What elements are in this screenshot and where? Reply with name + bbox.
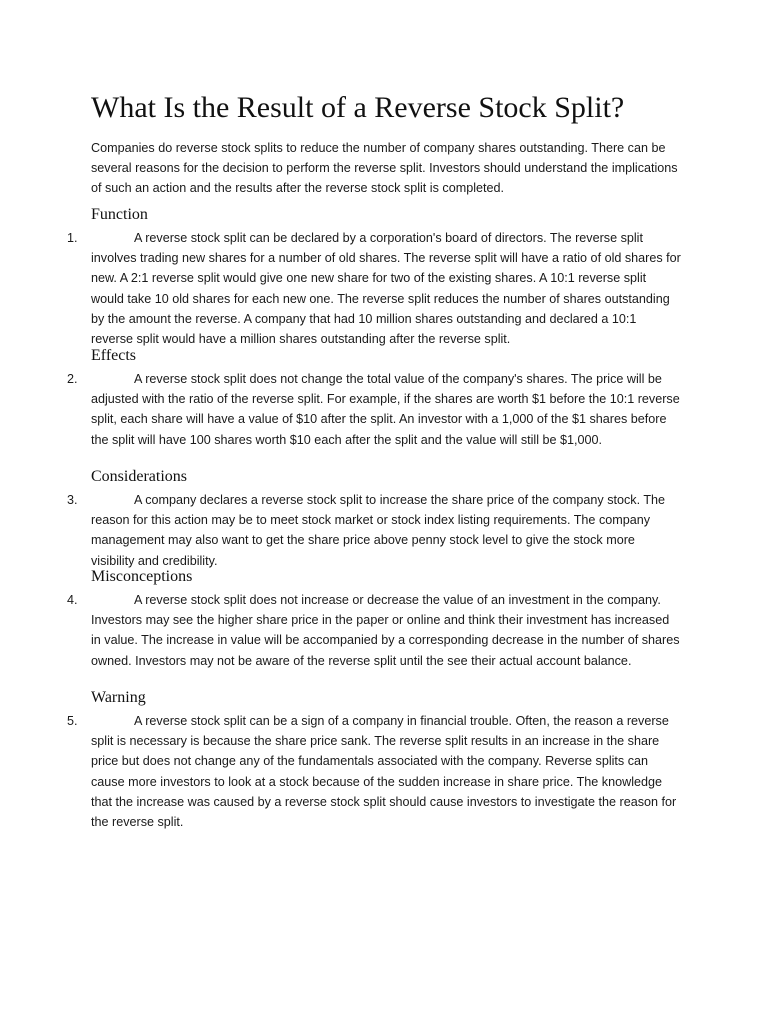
list-number: 3. [67,493,78,507]
section-heading-effects: Effects [91,347,137,364]
list-item-text: A reverse stock split does not increase or decrease the value of an investment in the company. Investors may see the higher share price in the paper or online and think their investment has increased in value. The increase in value will be accompanied by a corresponding decrease in the number of shares owned. Investors may not be aware of the reverse split until the see their actual account balance. [91,593,680,668]
list-item-function [67,228,681,349]
list-item-text: A company declares a reverse stock split to increase the share price of the company stock. The reason for this action may be to meet stock market or stock index listing requirements. The company management may also want to get the share price above penny stock level to give the stock more visibility and credibility. [91,493,666,568]
list-item-text: A reverse stock split does not change the total value of the company's shares. The price will be adjusted with the ratio of the reverse split. For example, if the shares are worth $1 before the 10:1 reverse split, each share will have a value of $10 after the split. An investor with a 1,000 of the $1 shares before the split will have 100 shares worth $10 each after the split and the value will still be $1,000. [91,372,680,447]
list-item-considerations [67,490,681,571]
list-number: 4. [67,593,78,607]
list-number: 2. [67,372,78,386]
list-number: 1. [67,231,78,245]
section-heading-considerations: Considerations [91,468,187,485]
list-item-effects [67,369,681,450]
intro-paragraph: Companies do reverse stock splits to reduce the number of company shares outstanding. There can be several reasons for the decision to perform the reverse split. Investors should understand the implications of such an action and the results after the reverse stock split is completed. [91,141,678,196]
section-heading-warning: Warning [91,689,146,706]
page-title: What Is the Result of a Reverse Stock Split? [91,91,625,124]
section-heading-function: Function [91,206,148,223]
list-item-text: A reverse stock split can be a sign of a company in financial trouble. Often, the reason a reverse split is necessary is because the share price sank. The reverse split results in an increase in the share price but does not change any of the fundamentals associated with the company. Reverse splits can cause more investors to look at a stock because of the sudden increase in share price. The knowledge that the increase was caused by a reverse stock split should cause investors to investigate the reason for the reverse split. [91,714,677,830]
list-item-misconceptions [67,590,681,671]
list-item-text: A reverse stock split can be declared by a corporation's board of directors. The reverse split involves trading new shares for a number of old shares. The reverse split will have a ratio of old shares for new. A 2:1 reverse split would give one new share for two of the existing shares. A 10:1 reverse split would take 10 old shares for each new one. The reverse split reduces the number of shares outstanding by the amount the reverse. A company that had 10 million shares outstanding and declared a 10:1 reverse split would have a million shares outstanding after the reverse split. [91,231,681,347]
list-item-warning [67,711,681,832]
list-number: 5. [67,714,78,728]
section-heading-misconceptions: Misconceptions [91,568,193,585]
